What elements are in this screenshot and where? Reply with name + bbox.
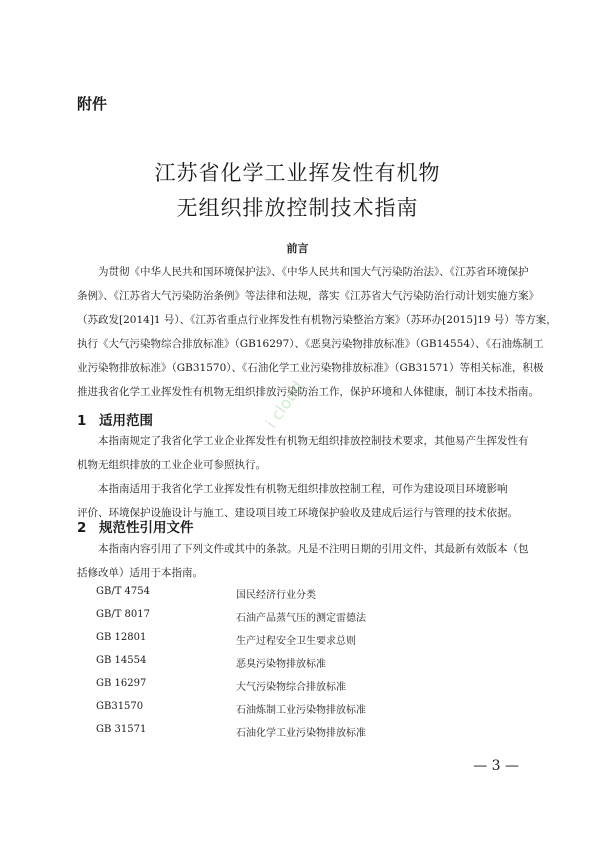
- section-1-line: 评价、环境保护设施设计与施工、建设项目竣工环境保护验收及建成后运行与管理的技术依据。: [77, 507, 518, 519]
- reference-name: 石油化学工业污染物排放标准: [236, 728, 366, 739]
- section-1-number: 1: [77, 413, 87, 429]
- reference-name: 石油炼制工业污染物排放标准: [236, 705, 366, 716]
- reference-row: [96, 655, 516, 678]
- reference-name: 生产过程安全卫生要求总则: [236, 636, 356, 647]
- document-title-line-1: 江苏省化学工业挥发性有机物: [154, 161, 441, 185]
- preface-line: （苏政发[2014]1 号）、《江苏省重点行业挥发性有机物污染整治方案》（苏环办[2015]19 号）等方案，: [77, 314, 557, 326]
- reference-name: 国民经济行业分类: [236, 590, 316, 601]
- watermark: i cloud: [261, 377, 308, 432]
- section-1-heading: [77, 409, 153, 429]
- section-2-intro: [77, 537, 529, 585]
- reference-code: GB 14554: [96, 655, 147, 666]
- preface-line: 为贯彻《中华人民共和国环境保护法》、《中华人民共和国大气污染防治法》、《江苏省环境保护: [98, 266, 529, 278]
- document-title-line-2: 无组织排放控制技术指南: [176, 196, 419, 220]
- section-1-title: 适用范围: [99, 413, 153, 429]
- section-1-paragraph-1: [77, 429, 529, 477]
- preface-heading: 前言: [286, 242, 309, 255]
- section-2-title: 规范性引用文件: [99, 520, 194, 536]
- reference-code: GB/T 8017: [96, 609, 151, 620]
- section-2-number: 2: [77, 520, 87, 536]
- preface-line: 业污染物排放标准》（GB31570）、《石油化学工业污染物排放标准》（GB31571）等相关标准，积极: [77, 362, 544, 374]
- section-1-line: 机物无组织排放的工业企业可参照执行。: [77, 459, 266, 471]
- reference-code: GB/T 4754: [96, 586, 151, 597]
- reference-name: 石油产品蒸气压的测定雷德法: [236, 613, 366, 624]
- reference-row: [96, 701, 516, 724]
- section-2-line: 括修改单）适用于本指南。: [77, 567, 203, 579]
- reference-row: [96, 586, 516, 609]
- section-1-line: 本指南规定了我省化学工业企业挥发性有机物无组织排放控制技术要求，其他易产生挥发性有: [98, 435, 529, 447]
- reference-code: GB31570: [96, 701, 144, 712]
- reference-name: 大气污染物综合排放标准: [236, 682, 346, 693]
- reference-name: 恶臭污染物排放标准: [236, 659, 326, 670]
- section-2-heading: [77, 516, 194, 536]
- reference-row: [96, 678, 516, 701]
- reference-list: [96, 586, 516, 747]
- section-1-line: 本指南适用于我省化学工业挥发性有机物无组织排放控制工程，可作为建设项目环境影响: [98, 483, 508, 495]
- reference-code: GB 31571: [96, 724, 147, 735]
- reference-row: [96, 632, 516, 655]
- page-number: — 3 —: [473, 758, 519, 774]
- preface-line: 条例》、《江苏省大气污染防治条例》等法律和法规，落实《江苏省大气污染防治行动计划实施方案》: [77, 290, 539, 302]
- reference-code: GB 12801: [96, 632, 147, 643]
- preface-line: 执行《大气污染物综合排放标准》（GB16297）、《恶臭污染物排放标准》（GB14554）、《石油炼制工: [77, 338, 544, 350]
- reference-row: [96, 724, 516, 747]
- section-2-line: 本指南内容引用了下列文件或其中的条款。凡是不注明日期的引用文件，其最新有效版本（包: [98, 543, 529, 555]
- reference-row: [96, 609, 516, 632]
- reference-code: GB 16297: [96, 678, 147, 689]
- attachment-label: 附件: [77, 95, 108, 113]
- preface-line: 推进我省化学工业挥发性有机物无组织排放污染防治工作，保护环境和人体健康，制订本技术指南。: [77, 386, 539, 398]
